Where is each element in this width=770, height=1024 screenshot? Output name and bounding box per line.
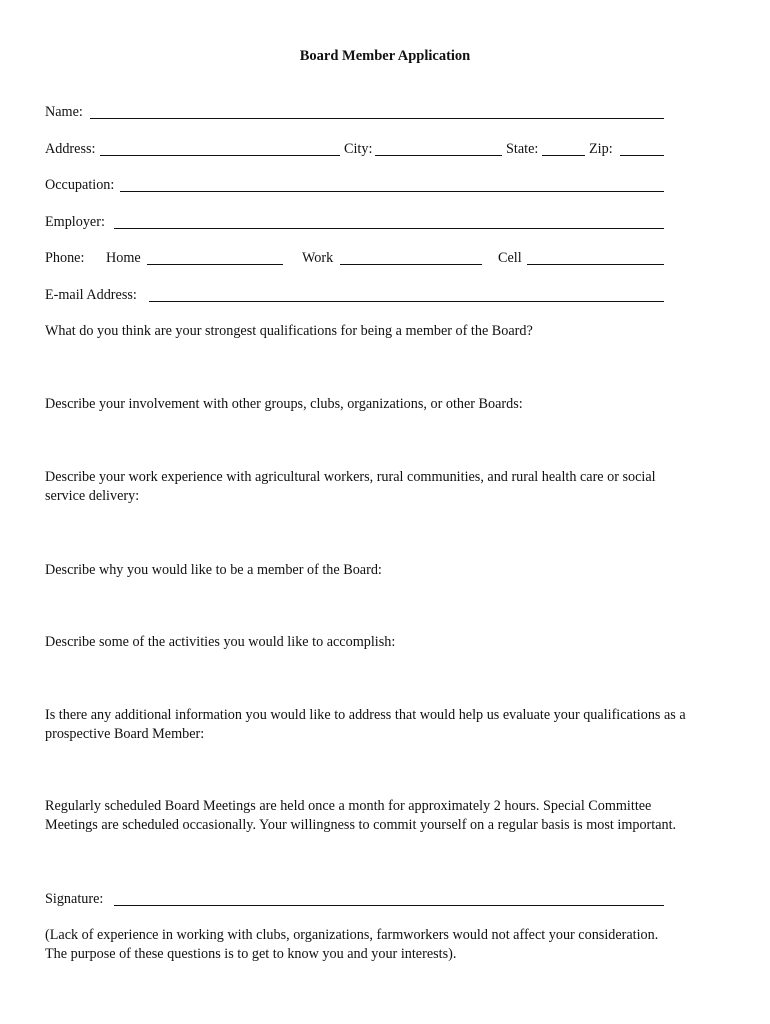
zip-field[interactable] <box>620 155 664 156</box>
meetings-note-line1: Regularly scheduled Board Meetings are held once a month for approximately 2 hours. Special Committee <box>45 798 652 814</box>
phone-row <box>45 248 665 268</box>
signature-row <box>45 889 665 909</box>
email-field[interactable] <box>149 301 664 302</box>
cell-phone-label: Cell <box>498 250 522 266</box>
meetings-note <box>45 797 735 835</box>
question-work-experience-line2: service delivery: <box>45 488 140 504</box>
address-field[interactable] <box>100 155 340 156</box>
question-additional-info-line2: prospective Board Member: <box>45 726 205 742</box>
cell-phone-field[interactable] <box>527 264 664 265</box>
question-qualifications <box>45 322 735 341</box>
employer-field[interactable] <box>114 228 664 229</box>
question-additional-info-line1: Is there any additional information you would like to address that would help us evaluate your qualifications as a <box>45 707 686 723</box>
occupation-field[interactable] <box>120 191 664 192</box>
employer-row <box>45 212 665 232</box>
question-involvement-text: Describe your involvement with other groups, clubs, organizations, or other Boards: <box>45 396 523 412</box>
name-row <box>45 102 665 122</box>
question-activities-text: Describe some of the activities you would like to accomplish: <box>45 634 396 650</box>
page-title: Board Member Application <box>299 48 471 64</box>
meetings-note-line2: Meetings are scheduled occasionally. Your willingness to commit yourself on a regular basis is most important. <box>45 817 677 833</box>
disclaimer-note-line2: The purpose of these questions is to get to know you and your interests). <box>45 946 457 962</box>
question-work-experience <box>45 468 735 506</box>
question-additional-info <box>45 706 735 744</box>
email-label: E-mail Address: <box>45 287 137 303</box>
work-phone-field[interactable] <box>340 264 482 265</box>
question-involvement <box>45 395 735 414</box>
employer-label: Employer: <box>45 214 105 230</box>
disclaimer-note-line1: (Lack of experience in working with clubs, organizations, farmworkers would not affect your consideration. <box>45 927 659 943</box>
email-row <box>45 285 665 305</box>
city-label: City: <box>344 141 373 157</box>
question-activities <box>45 633 735 652</box>
name-field[interactable] <box>90 118 664 119</box>
home-phone-label: Home <box>106 250 141 266</box>
occupation-row <box>45 175 665 195</box>
signature-field[interactable] <box>114 905 664 906</box>
disclaimer-note <box>45 926 735 964</box>
signature-label: Signature: <box>45 891 104 907</box>
state-label: State: <box>506 141 539 157</box>
work-phone-label: Work <box>302 250 334 266</box>
address-label: Address: <box>45 141 96 157</box>
question-why-member <box>45 561 735 580</box>
name-label: Name: <box>45 104 83 120</box>
home-phone-field[interactable] <box>147 264 283 265</box>
question-why-member-text: Describe why you would like to be a member of the Board: <box>45 562 382 578</box>
question-qualifications-text: What do you think are your strongest qualifications for being a member of the Board? <box>45 323 533 339</box>
zip-label: Zip: <box>589 141 613 157</box>
question-work-experience-line1: Describe your work experience with agricultural workers, rural communities, and rural health care or social <box>45 469 656 485</box>
city-field[interactable] <box>375 155 502 156</box>
occupation-label: Occupation: <box>45 177 115 193</box>
state-field[interactable] <box>542 155 585 156</box>
address-row <box>45 139 665 159</box>
phone-label: Phone: <box>45 250 85 266</box>
